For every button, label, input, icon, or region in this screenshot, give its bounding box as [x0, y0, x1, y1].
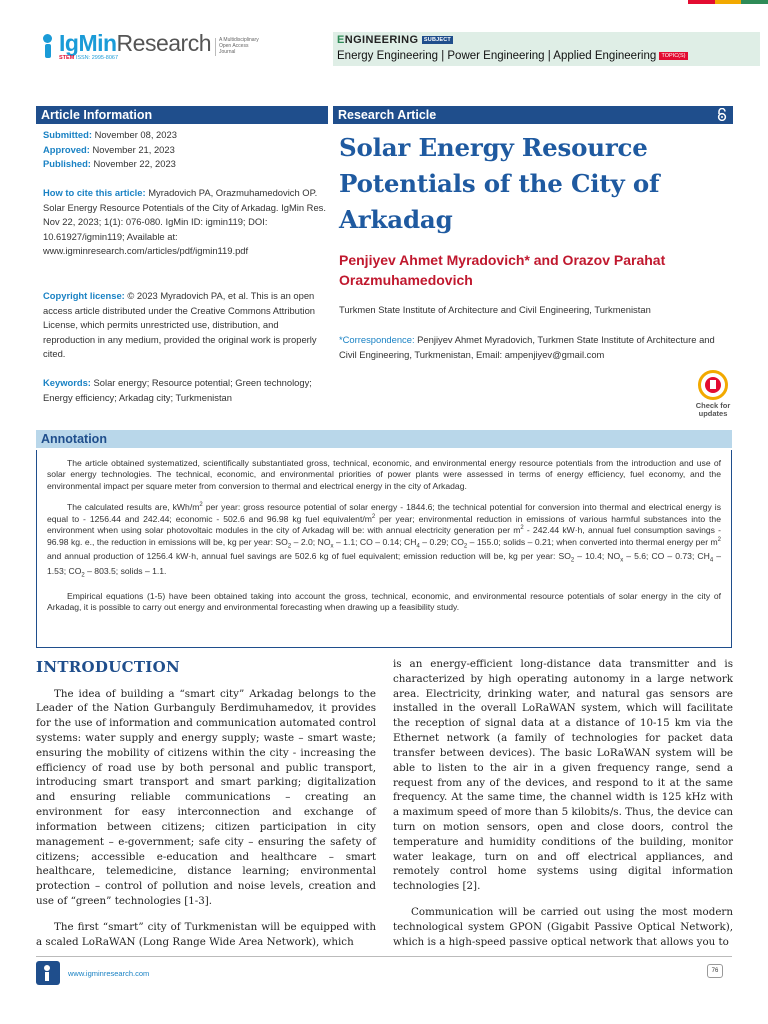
research-article-header	[333, 106, 733, 124]
stripe-yellow	[715, 0, 742, 4]
open-access-icon[interactable]	[717, 108, 727, 121]
body-paragraph: Communication will be carried out using the most modern technological system GPON (Gigabit Passive Optical Network), which is a high-speed passive optical network that allows you to	[393, 906, 733, 948]
topics-tag: TOPIC(S)	[661, 53, 686, 59]
copyright-license: Copyright license: © 2023 Myradovich PA, et al. This is an open access article distributed under the Creative Commons Attribution License, which permits unrestricted use, distribution, and reproduction in any medium, provided the original work is properly cited.	[43, 290, 317, 360]
logo-wordmark	[59, 32, 211, 62]
submitted-date: Submitted: November 08, 2023	[43, 129, 177, 140]
stripe-red	[688, 0, 715, 4]
subject-title[interactable]: ENGINEERING SUBJECT	[337, 34, 451, 46]
approved-date: Approved: November 21, 2023	[43, 143, 175, 155]
annotation-paragraph-3: Empirical equations (1-5) have been obtained taking into account the gross, technical, economic, and environmental resource potentials of solar energy in the city of Arkadag, it is possible to carry out energy and environmental forecasting when drawing up a feasibility study.	[47, 590, 721, 613]
page-number: 76	[707, 964, 723, 978]
body-column-left	[36, 657, 376, 960]
annotation-box	[36, 450, 732, 648]
annotation-header: Annotation	[36, 430, 732, 448]
article-info-header: Article Information	[36, 106, 328, 124]
article-title: Solar Energy Resource Potentials of the City of Arkadag	[339, 133, 660, 234]
logo-tagline: A Multidisciplinary Open Access Journal	[215, 38, 259, 55]
subject-topics[interactable]: Energy Engineering | Power Engineering | Applied Engineering TOPIC(S)	[337, 50, 686, 62]
body-column-right	[393, 657, 733, 960]
article-type: Research Article	[338, 108, 437, 122]
logo-issn: STEM ISSN: 2995-8067	[59, 55, 119, 62]
subject-box	[333, 32, 760, 66]
footer-url-link[interactable]: www.igminresearch.com	[68, 969, 150, 978]
annotation-paragraph-1: The article obtained systematized, scientifically substantiated gross, technical, economic, and environmental energy resource potentials from the introduction and use of solar energy technologies. The technical, economic, and environmental priorities of power plants were assessed in terms of energy efficiency, fuel economy, and the environmental impact per square meter from conversion to thermal and electrical energy in the city of Arkadag.	[47, 458, 721, 491]
body-paragraph: The idea of building a “smart city” Arkadag belongs to the Leader of the Nation Gurbanguly Berdimuhamedov, it provides for the use of information and communication automated control systems: water supply and energy supply; waste – smart waste; ensuring the mobility of citizens within the city - increasing the efficiency of road use by both personal and public transport, introducing smart transport and smart parking; digitalization and ensuring reliable communications – creating an environment for easy interconnection and exchange of information between citizens; citizen participation in city management – e-government; safe city – ensuring the safety of citizens; accessible e-education and healthcare – smart healthcare, telemedicine, distance learning; environmental protection – control of pollution and noise levels, creation and use of “green” technologies [1-3].	[36, 687, 376, 907]
author-affiliation: Turkmen State Institute of Architecture and Civil Engineering, Turkmenistan	[339, 304, 651, 315]
igmin-footer-icon	[36, 961, 60, 985]
top-color-stripe	[688, 0, 768, 4]
igmin-logo-icon	[40, 34, 58, 60]
check-updates-label: Check for updates	[695, 401, 731, 419]
introduction-heading: INTRODUCTION	[36, 658, 181, 676]
logo-name: IgMinResearch	[59, 30, 211, 57]
journal-logo[interactable]	[40, 31, 259, 63]
published-date: Published: November 22, 2023	[43, 158, 176, 170]
how-to-cite: How to cite this article: Myradovich PA, Orazmuhamedovich OP. Solar Energy Resource Potentials of the City of Arkadag. IgMin Res. Nov 22, 2023; 1(1): 076-080. IgMin ID: igmin119; DOI: 10.61927/igmin119; Available at: www.igminresearch.com/articles/pdf/igmin119.pdf	[43, 187, 326, 257]
article-dates	[43, 128, 327, 172]
check-updates-icon	[698, 370, 728, 400]
body-paragraph: The first “smart” city of Turkmenistan will be equipped with a scaled LoRaWAN (Long Range Wide Area Network), which	[36, 920, 376, 948]
article-authors: Penjiyev Ahmet Myradovich* and Orazov Parahat Orazmuhamedovich	[339, 252, 666, 289]
footer-divider	[36, 956, 732, 957]
stripe-green	[741, 0, 768, 4]
keywords: Keywords: Solar energy; Resource potential; Green technology; Energy efficiency; Arkadag city; Turkmenistan	[43, 377, 312, 403]
check-for-updates-badge[interactable]	[688, 370, 738, 419]
annotation-paragraph-2: The calculated results are, kWh/$m^2$ per year: gross resource potential of solar energy - 1844.6; the technical potential for conversion into thermal and electrical energy is equal to - 1256.44 and 242.44; economic - 502.6 and 96.98 kg fuel equivalent/$m^2$ per year; environmental reduction in emissions of various harmful substances into the environment when using solar photovoltaic modules in the city of Arkadag will be: with annual electricity generation per $m^2 - 242.44$ kW·h, annual fuel consumption savings - 96.98 kg. e., the reduction in emissions will be, kg per year: $SO_2 - 2.0$; $NO_x - 1.1$; CO – 0.14; $CH_4 - 0.29$; $CO_2 - 155.0$; solids – 0.21; when converted into thermal energy per $m^2$ and annual production of 1256.4 kW·h, annual fuel savings are 502.6 kg of fuel equivalent; emission reduction will be, kg per year: $SO_2 - 10.4$; $NO_x - 5.6$; CO – 0.73; $CH_4 - 1.53$; $CO_2 - 803.5$; solids – 1.1.	[47, 502, 722, 579]
subject-tag: SUBJECT	[423, 37, 451, 43]
correspondence: *Correspondence: Penjiyev Ahmet Myradovich, Turkmen State Institute of Architecture and Civil Engineering, Turkmenistan, Email: ampenjiyev@gmail.com	[339, 334, 715, 361]
body-paragraph: is an energy-efficient long-distance data transmitter and is characterized by high operating autonomy in a large network area. Electricity, drinking water, and natural gas sensors are installed in the overall LoRaWAN system, which will facilitate the reception of signal data at a distance of 10-15 km via the Ethernet network (a family of technologies for packet data transfer between devices). The basic LoRaWAN system will be able to listen to the air in a given frequency range, send a request from any of the devices, and respond to it at the same frequency. At the same time, the channel width is 125 kHz with a maximum speed of more than 5 kilobits/s. Thus, the device can turn on motion sensors, open and close doors, control the temperature and humidity conditions of the building, monitor water leakage, turn on and off electrical appliances, and remotely control home systems using digital information technologies [2].	[393, 658, 733, 893]
